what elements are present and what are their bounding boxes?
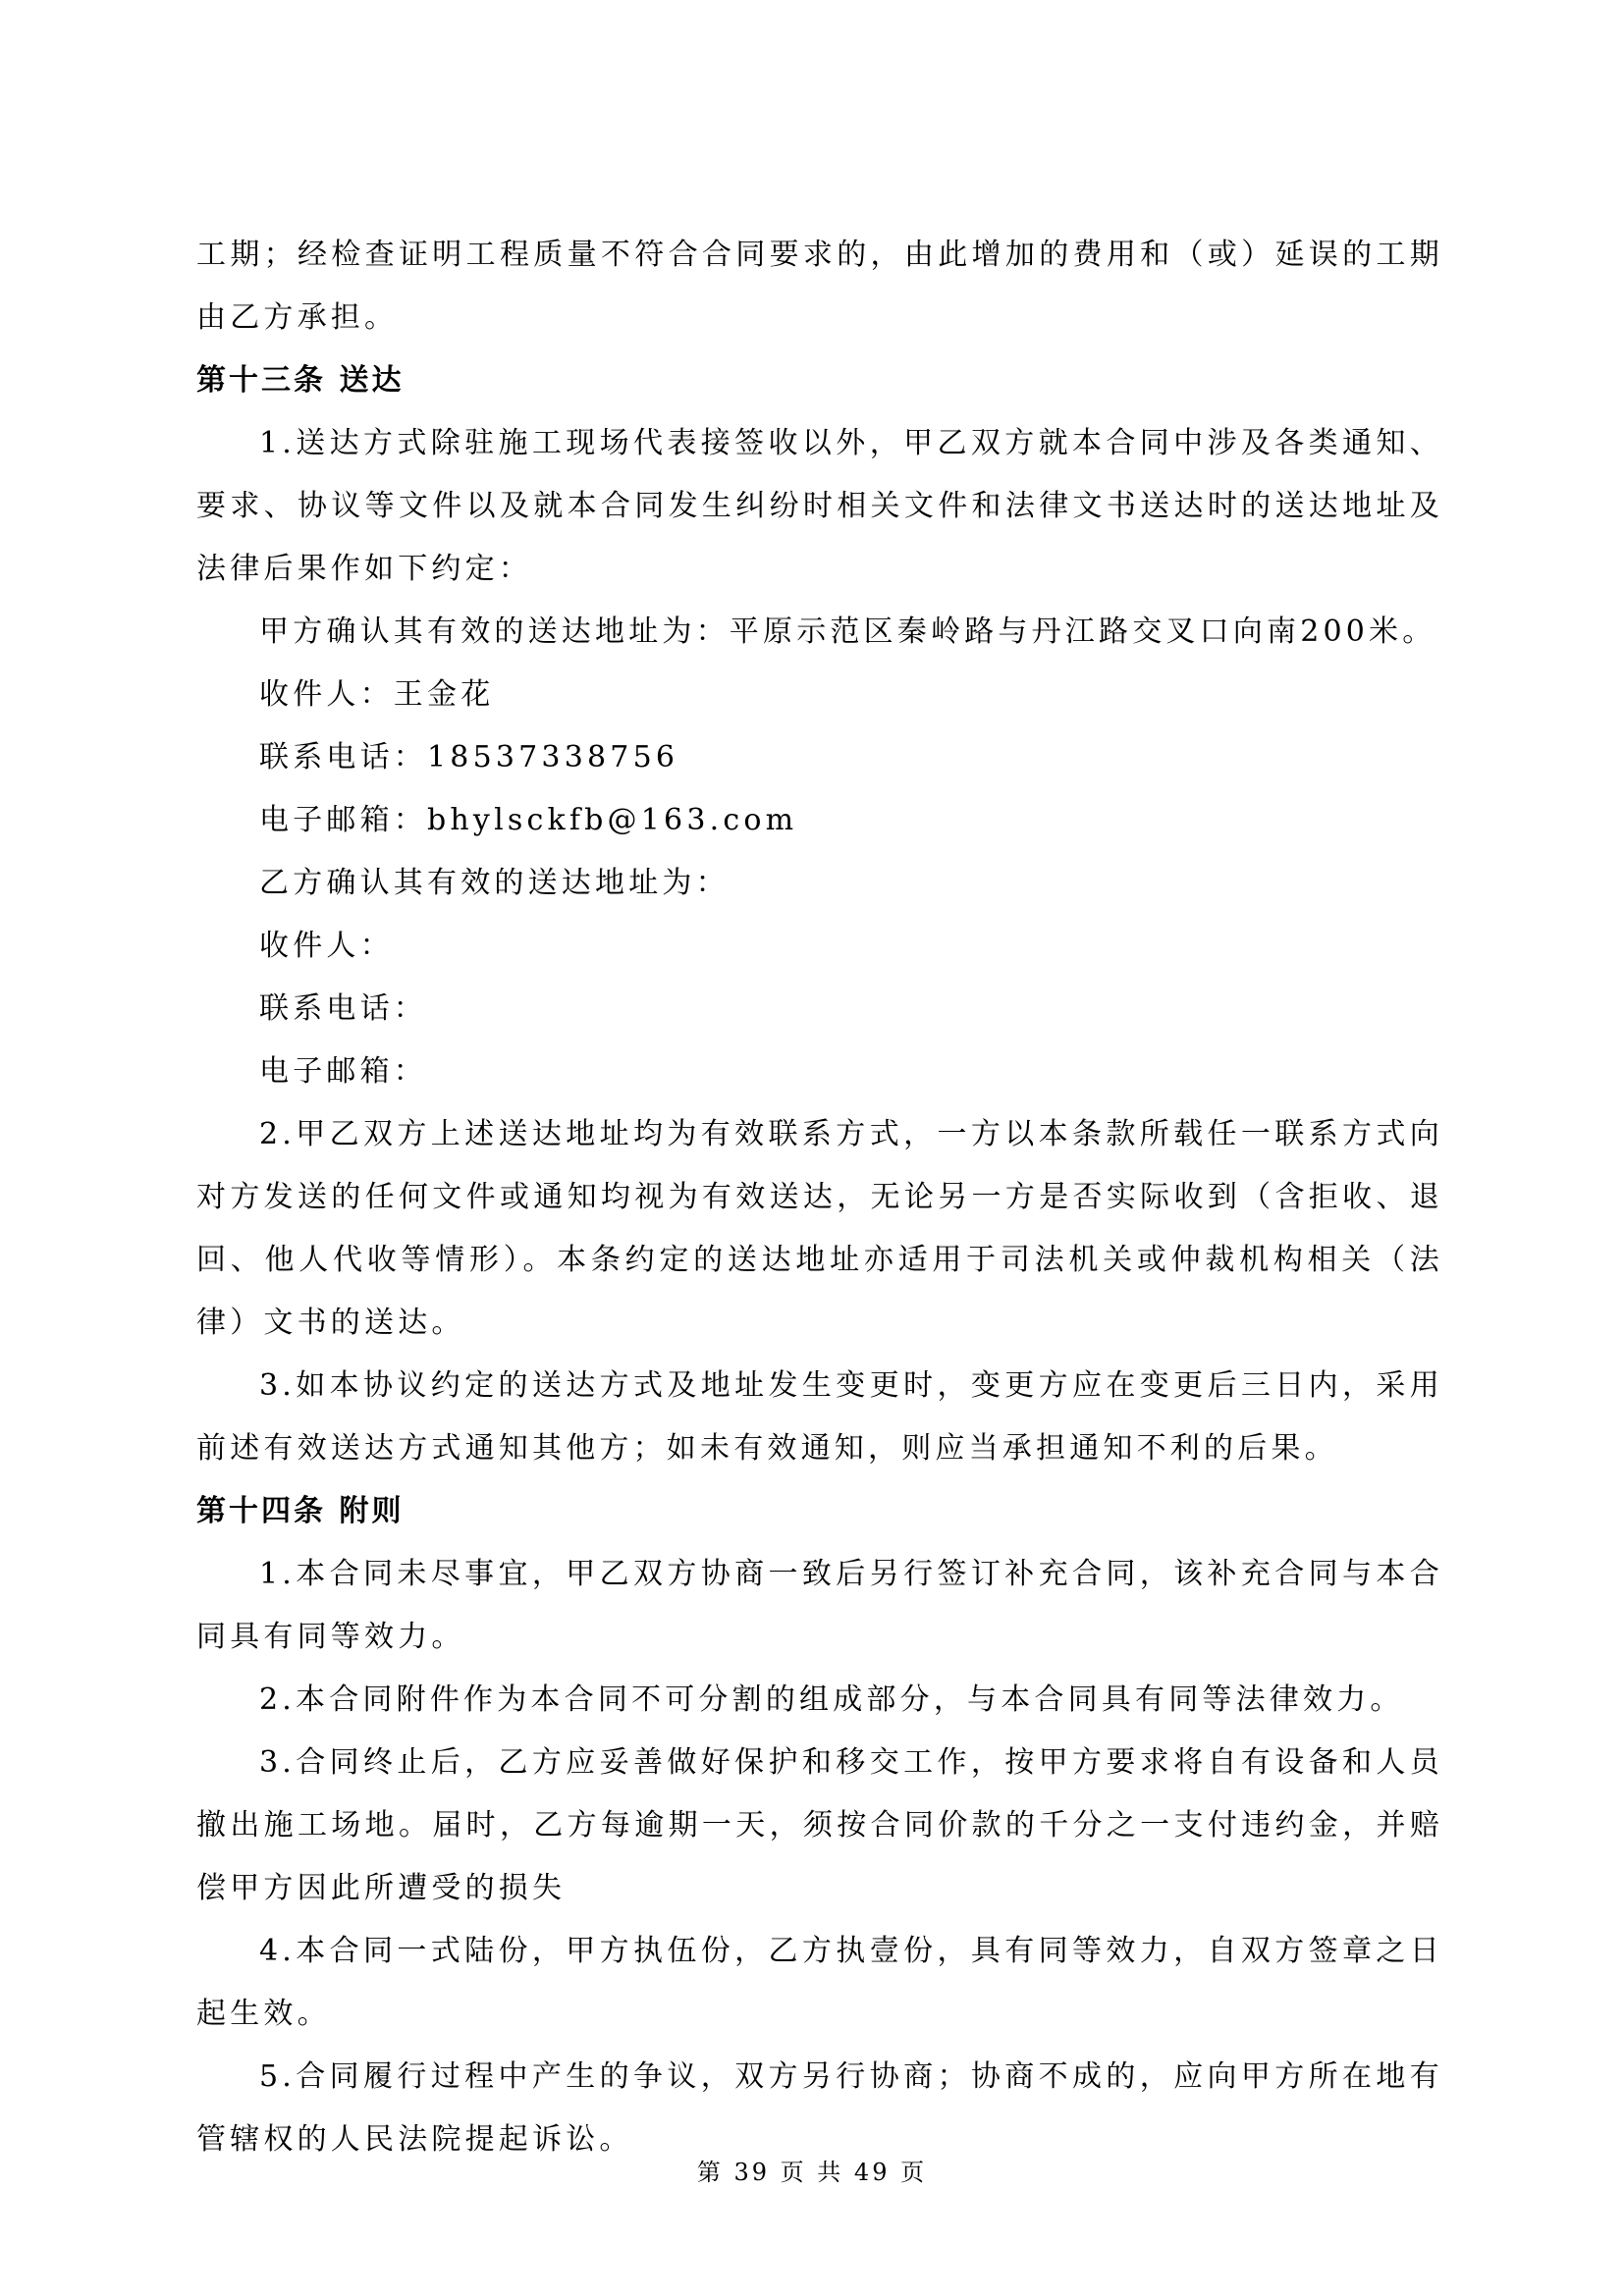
party-a-phone: 联系电话：18537338756 [259, 740, 679, 774]
party-b-address: 乙方确认其有效的送达地址为： [259, 866, 730, 900]
article-14-clause-5: 5.合同履行过程中产生的争议，双方另行协商；协商不成的，应向甲方所在地有管辖权的人民法院提起诉讼。 [196, 2059, 1443, 2157]
article-14-clause-3: 3.合同终止后，乙方应妥善做好保护和移交工作，按甲方要求将自有设备和人员撤出施工场地。届时，乙方每逾期一天，须按合同价款的千分之一支付违约金，并赔偿甲方因此所遭受的损失 [196, 1745, 1443, 1905]
article-13-clause-1: 1.送达方式除驻施工现场代表接签收以外，甲乙双方就本合同中涉及各类通知、要求、协议等文件以及就本合同发生纠纷时相关文件和法律文书送达时的送达地址及法律后果作如下约定： [196, 426, 1443, 586]
document-body [196, 224, 1443, 2171]
article-14-heading: 第十四条 附则 [196, 1494, 405, 1528]
party-b-phone: 联系电话： [259, 991, 427, 1026]
article-13-clause-2: 2.甲乙双方上述送达地址均为有效联系方式，一方以本条款所载任一联系方式向对方发送的任何文件或通知均视为有效送达，无论另一方是否实际收到（含拒收、退回、他人代收等情形）。本条约定的送达地址亦适用于司法机关或仲裁机构相关（法律）文书的送达。 [196, 1117, 1443, 1340]
party-a-address: 甲方确认其有效的送达地址为：平原示范区秦岭路与丹江路交叉口向南200米。 [259, 614, 1436, 649]
article-14-clause-1: 1.本合同未尽事宜，甲乙双方协商一致后另行签订补充合同，该补充合同与本合同具有同等效力。 [196, 1557, 1443, 1654]
article-13-heading: 第十三条 送达 [196, 363, 405, 398]
page-number-footer: 第 39 页 共 49 页 [696, 2159, 928, 2186]
party-a-email: 电子邮箱：bhylsckfb@163.com [259, 803, 798, 837]
party-b-email: 电子邮箱： [259, 1054, 427, 1089]
paragraph-continuation: 工期；经检查证明工程质量不符合合同要求的，由此增加的费用和（或）延误的工期由乙方承担。 [196, 238, 1443, 335]
party-b-recipient: 收件人： [259, 929, 394, 963]
article-14-clause-2: 2.本合同附件作为本合同不可分割的组成部分，与本合同具有同等法律效力。 [259, 1682, 1404, 1717]
party-a-recipient: 收件人：王金花 [259, 677, 495, 712]
article-13-clause-3: 3.如本协议约定的送达方式及地址发生变更时，变更方应在变更后三日内，采用前述有效送达方式通知其他方；如未有效通知，则应当承担通知不利的后果。 [196, 1368, 1443, 1466]
article-14-clause-4: 4.本合同一式陆份，甲方执伍份，乙方执壹份，具有同等效力，自双方签章之日起生效。 [196, 1934, 1443, 2031]
